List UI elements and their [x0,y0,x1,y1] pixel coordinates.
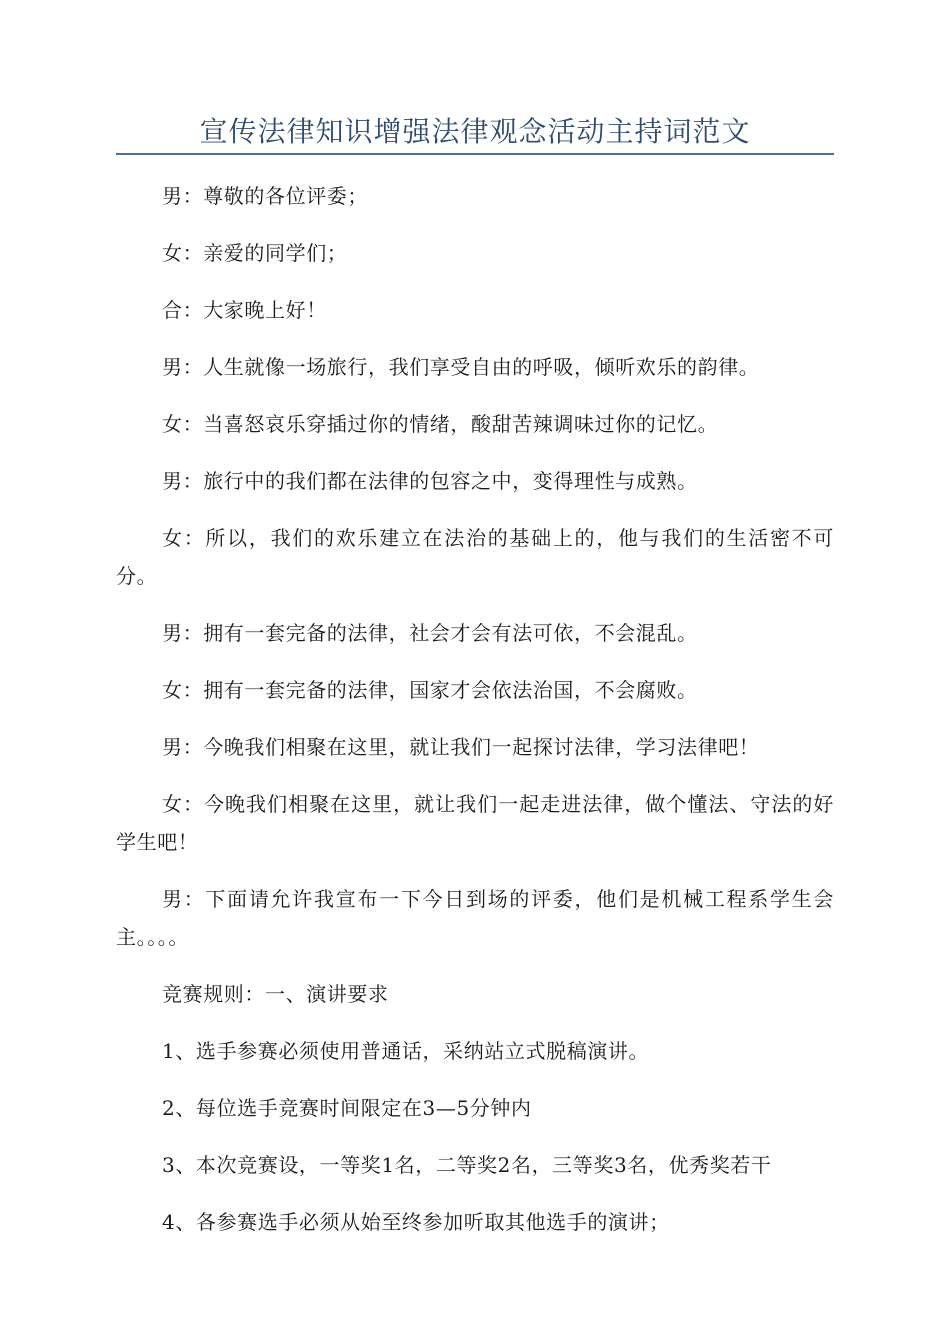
paragraph: 男：人生就像一场旅行，我们享受自由的呼吸，倾听欢乐的韵律。 [162,355,760,379]
document-title: 宣传法律知识增强法律观念活动主持词范文 [199,115,751,148]
paragraph: 竞赛规则：一、演讲要求 [162,982,389,1006]
paragraph: 1、选手参赛必须使用普通话，采纳站立式脱稿演讲。 [162,1039,650,1063]
document-body [116,177,834,1260]
paragraph: 女：所以，我们的欢乐建立在法治的基础上的，他与我们的生活密不可分。 [116,526,834,588]
paragraph: 4、各参赛选手必须从始至终参加听取其他选手的演讲； [162,1210,670,1234]
paragraph: 男：拥有一套完备的法律，社会才会有法可依，不会混乱。 [162,621,698,645]
paragraph: 男：下面请允许我宣布一下今日到场的评委，他们是机械工程系学生会主。。。。 [116,887,834,949]
paragraph: 2、每位选手竞赛时间限定在3—5分钟内 [162,1096,532,1120]
paragraph: 男：旅行中的我们都在法律的包容之中，变得理性与成熟。 [162,469,698,493]
paragraph: 女：拥有一套完备的法律，国家才会依法治国，不会腐败。 [162,678,698,702]
paragraph: 合：大家晚上好！ [162,298,327,322]
paragraph: 女：亲爱的同学们； [162,241,348,265]
paragraph: 男：尊敬的各位评委； [162,184,368,208]
paragraph: 男：今晚我们相聚在这里，就让我们一起探讨法律，学习法律吧！ [162,735,760,759]
paragraph: 女：当喜怒哀乐穿插过你的情绪，酸甜苦辣调味过你的记忆。 [162,412,719,436]
paragraph: 3、本次竞赛设，一等奖1名，二等奖2名，三等奖3名，优秀奖若干 [162,1153,772,1177]
title-underline [116,153,834,155]
paragraph: 女：今晚我们相聚在这里，就让我们一起走进法律，做个懂法、守法的好学生吧！ [116,792,834,854]
